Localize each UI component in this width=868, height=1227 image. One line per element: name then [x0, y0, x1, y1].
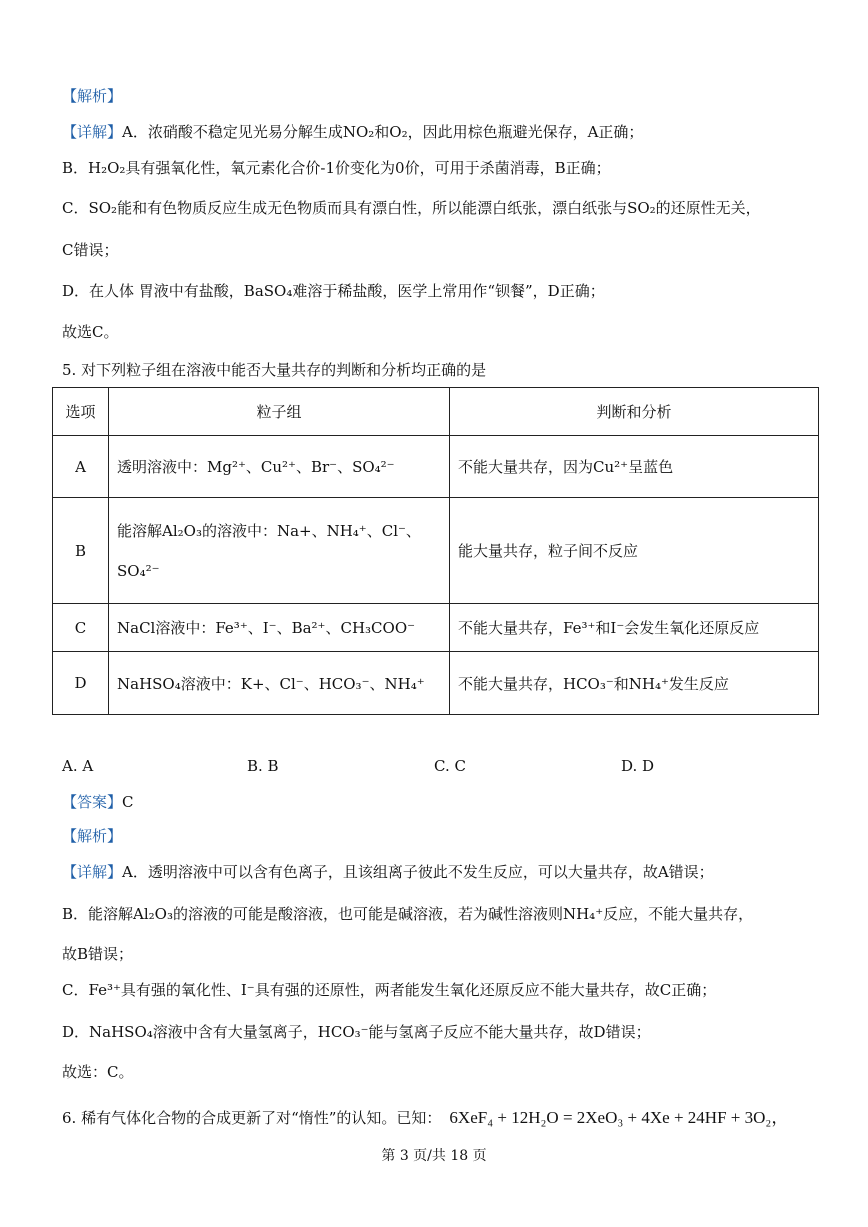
question-5-stem: 5. 对下列粒子组在溶液中能否大量共存的判断和分析均正确的是	[62, 361, 487, 379]
analysis-heading: 【解析】	[62, 87, 123, 105]
question-6-stem: 6. 稀有气体化合物的合成更新了对“惰性”的认知。已知： 6XeF₄ + 12H₂O = 2XeO₃ + 4Xe + 24HF + 3O₂，	[62, 1108, 789, 1127]
detail2-line-b: B．能溶解Al₂O₃的溶液的可能是酸溶液，也可能是碱溶液，若为碱性溶液则NH₄⁺反应，不能大量共存，	[62, 905, 754, 923]
choice-d: D. D	[621, 757, 655, 775]
detail-line-a: 【详解】A．浓硝酸不稳定见光易分解生成NO₂和O₂，因此用棕色瓶避光保存，A正确；	[62, 123, 644, 141]
detail2-line-c: C．Fe³⁺具有强的氧化性、I⁻具有强的还原性，两者能发生氧化还原反应不能大量共存，故C正确；	[62, 981, 717, 999]
table-row: D NaHSO₄溶液中：K+、Cl⁻、HCO₃⁻、NH₄⁺ 不能大量共存，HCO₃⁻和NH₄⁺发生反应	[53, 652, 819, 715]
choice-b: B. B	[247, 757, 279, 775]
page-footer: 第 3 页/共 18 页	[381, 1148, 487, 1164]
ion-table	[52, 387, 819, 715]
detail2-line-d: D．NaHSO₄溶液中含有大量氢离子，HCO₃⁻能与氢离子反应不能大量共存，故D错误；	[62, 1023, 651, 1041]
detail-line-b: B．H₂O₂具有强氧化性，氧元素化合价-1价变化为0价，可用于杀菌消毒，B正确；	[62, 159, 611, 177]
reaction-equation: 6XeF₄ + 12H₂O = 2XeO₃ + 4Xe + 24HF + 3O₂，	[449, 1108, 789, 1127]
analysis-heading-2: 【解析】	[62, 827, 123, 845]
detail2-line-b-cont: 故B错误；	[62, 945, 134, 963]
detail2-conclusion: 故选：C。	[62, 1063, 134, 1081]
detail-line-c: C．SO₂能和有色物质反应生成无色物质而具有漂白性，所以能漂白纸张，漂白纸张与SO₂的还原性无关，	[62, 199, 761, 217]
detail-line-c-cont: C错误；	[62, 241, 119, 259]
detail-line-d: D．在人体 胃液中有盐酸，BaSO₄难溶于稀盐酸，医学上常用作“钡餐”，D正确；	[62, 282, 605, 300]
conclusion-line: 故选C。	[62, 323, 119, 341]
table-row: B 能溶解Al₂O₃的溶液中：Na+、NH₄⁺、Cl⁻、SO₄²⁻ 能大量共存，粒子间不反应	[53, 498, 819, 604]
detail-tag: 【详解】	[62, 123, 123, 141]
choice-c: C. C	[434, 757, 466, 775]
table-row: A 透明溶液中：Mg²⁺、Cu²⁺、Br⁻、SO₄²⁻ 不能大量共存，因为Cu²⁺呈蓝色	[53, 436, 819, 498]
detail2-line-a: 【详解】A．透明溶液中可以含有色离子，且该组离子彼此不发生反应，可以大量共存，故A错误；	[62, 863, 714, 881]
table-header-row	[53, 388, 819, 436]
table-header: 选项	[53, 388, 109, 436]
choice-a: A. A	[62, 757, 94, 775]
answer-line: 【答案】C	[62, 793, 134, 811]
table-header: 粒子组	[109, 388, 450, 436]
table-header: 判断和分析	[450, 388, 819, 436]
table-row: C NaCl溶液中：Fe³⁺、I⁻、Ba²⁺、CH₃COO⁻ 不能大量共存，Fe³⁺和I⁻会发生氧化还原反应	[53, 604, 819, 652]
